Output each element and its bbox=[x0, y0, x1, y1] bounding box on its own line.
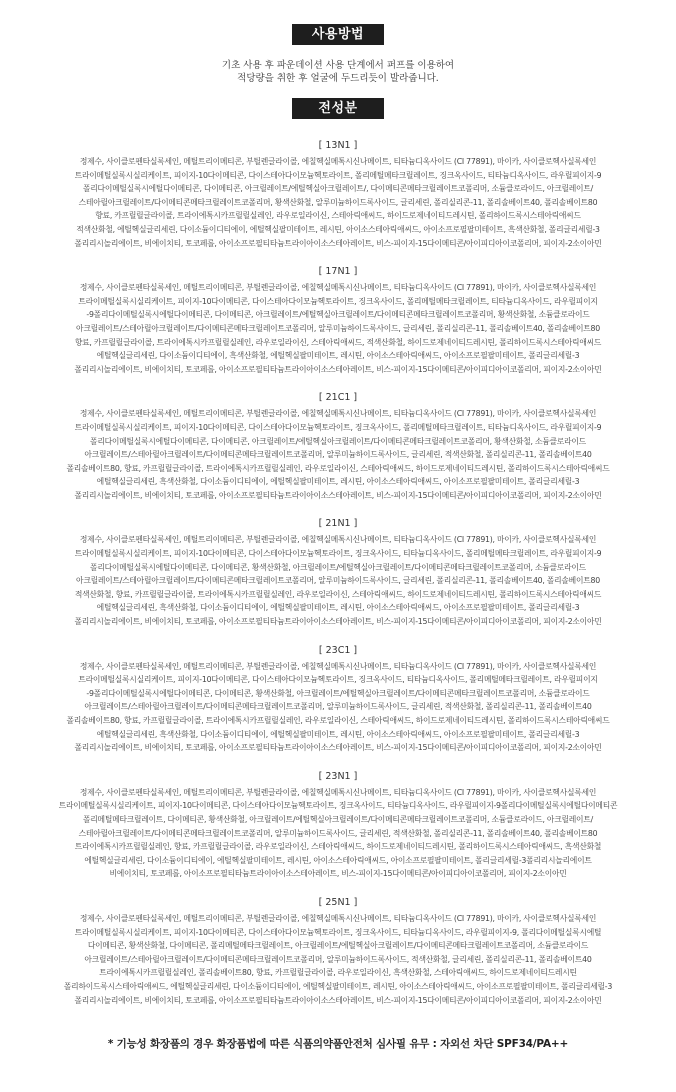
ingredient-line: 트라이메틸실록시실리케이트, 피이지-10다이메티콘, 다이스테아다이모늄헥토라이트, 징크옥사이드, 티타늄디옥사이드, 폴리메틸메타크릴레이트, 라우릴피이지-9 bbox=[74, 549, 602, 559]
usage-description: 기초 사용 후 파운데이션 사용 단계에서 퍼프를 이용하여 적당량을 취한 후 얼굴에 두드리듯이 발라줍니다. bbox=[221, 60, 455, 84]
ingredient-line: 에틸헥실글리세린, 다이소듐이디티에이, 에틸헥실팔미테이트, 레시틴, 아이소스테아릭애씨드, 아이소프로필팔미테이트, 폴리글리세릴-3폴리리시놀리에이트 bbox=[84, 855, 592, 865]
ingredient-line: 에틸헥실글리세린, 흑색산화철, 다이소듐이디티에이, 에틸헥실팔미테이트, 레시틴, 아이소스테아릭애씨드, 아이소프로필팔미테이트, 폴리글리세릴-3 bbox=[96, 477, 580, 487]
ingredient-line: 정제수, 사이클로펜타실록세인, 메틸트리이메티콘, 부틸렌글라이콜, 에칠헥실메톡시신나메이트, 티타늄디옥사이드 (CI 77891), 마이카, 사이클로헥사실록세인 bbox=[79, 283, 597, 293]
functional-cosmetic-footnote: * 기능성 화장품의 경우 화장품법에 따른 식품의약품안전처 심사필 유무 : 자외선 차단 SPF34/PA++ bbox=[107, 1038, 569, 1050]
ingredient-line: 폴리리시놀리에이트, 비에이치티, 토코페롤, 아이소프로필티타늄트라이아이소스테아레이트, 비스-피이지-15다이메티콘/아이피디아이코폴리머, 피이지-2소이아민 bbox=[74, 364, 602, 374]
ingredients-title-badge: 전성분 bbox=[292, 98, 384, 119]
ingredient-line: 폴리솔베이트80, 향료, 카프릴릴글라이콜, 트라이에톡시카프릴릴실레인, 라우로일라이신, 스테아릭애씨드, 하이드로제네이티드레시틴, 폴리하이드록시스테아릭애씨드 bbox=[66, 716, 610, 725]
shade-title: [ 17N1 ] bbox=[318, 266, 358, 278]
shade-title: [ 21N1 ] bbox=[318, 518, 358, 530]
ingredient-section bbox=[0, 770, 676, 881]
ingredient-line: 에틸헥실글리세린, 흑색산화철, 다이소듐이디티에이, 에틸헥실팔미테이트, 레시틴, 아이소스테아릭애씨드, 아이소프로필팔미테이트, 폴리글리세릴-3 bbox=[96, 603, 580, 613]
ingredient-line: 폴리리시놀리에이트, 비에이치티, 토코페롤, 아이소프로필티타늄트라이아이소스테아레이트, 비스-피이지-15다이메티콘/아이피디아이코폴리머, 피이지-2소이아민 bbox=[74, 490, 602, 500]
ingredient-line: -9폴리다이메틸실록시에틸다이메티콘, 다이메티콘, 아크릴레이트/에틸헥실아크릴레이트/다이메티콘메타크릴레이트코폴리머, 황색산화철, 소듐클로라이드 bbox=[86, 310, 590, 320]
ingredient-line: 에틸헥실글리세린, 다이소듐이디티에이, 흑색산화철, 에틸헥실팔미테이트, 레시틴, 아이소스테아릭애씨드, 아이소프로필팔미테이트, 폴리글리세릴-3 bbox=[96, 351, 580, 361]
usage-title-badge: 사용방법 bbox=[292, 24, 384, 45]
ingredient-line: 폴리솔베이트80, 향료, 카프릴릴글라이콜, 트라이에톡시카프릴릴실레인, 라우로일라이신, 스테아릭애씨드, 하이드로제네이티드레시틴, 폴리하이드록시스테아릭애씨드 bbox=[66, 463, 610, 473]
ingredient-line: 다이메티콘, 황색산화철, 다이메티콘, 폴리메틸메타크릴레이트, 아크릴레이트/에틸헥실아크릴레이트/다이메티콘메타크릴레이트코폴리머, 소듐클로라이드 bbox=[87, 941, 589, 951]
ingredient-line: 폴리다이메틸실록시에틸다이메티콘, 다이메티콘, 황색산화철, 아크릴레이트/에틸헥실아크릴레이트/다이메티콘메타크릴레이트코폴리머, 소듐클로라이드 bbox=[90, 562, 586, 572]
ingredient-line: 에틸헥실글리세린, 흑색산화철, 다이소듐이디티에이, 에틸헥실팔미테이트, 레시틴, 아이소스테아릭애씨드, 아이소프로필팔미테이트, 폴리글리세릴-3 bbox=[96, 729, 580, 739]
ingredient-section bbox=[0, 517, 676, 628]
ingredient-line: 폴리하이드록시스테아릭애씨드, 에틸헥실글리세린, 다이소듐이디티에이, 에틸헥실팔미테이트, 레시틴, 아이소스테아릭애씨드, 아이소프로필팔미테이트, 폴리글리세릴-3 bbox=[63, 981, 613, 991]
ingredient-line: 트라이메틸실록시실리케이트, 피이지-10다이메티콘, 다이스테아다이모늄헥토라이트, 징크옥사이드, 폴리메틸메타크릴레이트, 티타늄디옥사이드, 라우릴피이지 bbox=[78, 296, 598, 306]
ingredient-line: 비에이치티, 토코페롤, 아이소프로필티타늄트라이아이소스테아레이트, 비스-피이지-15다이메티콘/아이피디아이코폴리머, 피이지-2소이아민 bbox=[109, 869, 567, 879]
ingredient-line: 정제수, 사이클로펜타실록세인, 메틸트리이메티콘, 부틸렌글라이콜, 에칠헥실메톡시신나메이트, 티타늄디옥사이드 (CI 77891), 마이카, 사이클로헥사실록세인 bbox=[79, 535, 597, 545]
ingredient-line: 정제수, 사이클로펜타실록세인, 메틸트리이메티콘, 부틸렌글라이콜, 에칠헥실메톡시신나메이트, 티타늄디옥사이드 (CI 77891), 마이카, 사이클로헥사실록세인 bbox=[79, 913, 597, 923]
ingredient-line: 아크릴레이트/스테아릴아크릴레이트/다이메티콘메타크릴레이트코폴리머, 알루미늄하이드록사이드, 글리세린, 폴리실리콘-11, 폴리솔베이트40, 폴리솔베이트80 bbox=[76, 323, 600, 333]
ingredient-line: 정제수, 사이클로펜타실록세인, 메틸트리이메티콘, 부틸렌글라이콜, 에칠헥실메톡시신나메이트, 티타늄디옥사이드 (CI 77891), 마이카, 사이클로헥사실록세인 bbox=[79, 661, 597, 671]
ingredient-line: 폴리리시놀리에이트, 비에이치티, 토코페롤, 아이소프로필티타늄트라이아이소스테아레이트, 비스-피이지-15다이메티콘/아이피디아이코폴리머, 피이지-2소이아민 bbox=[74, 995, 602, 1005]
shade-title: [ 23N1 ] bbox=[318, 770, 358, 782]
ingredient-line: 아크릴레이트/스테아릴아크릴레이트/다이메티콘메타크릴레이트코폴리머, 알루미늄하이드록사이드, 글리세린, 적색산화철, 폴리실리콘-11, 폴리솔베이트40 bbox=[84, 450, 592, 460]
ingredient-section bbox=[0, 896, 676, 1007]
ingredient-line: 스테아릴아크릴레이트/다이메티콘메타크릴레이트코폴리머, 알루미늄하이드록사이드, 글리세린, 적색산화철, 폴리실리콘-11, 폴리솔베이트40, 폴리솔베이트80 bbox=[78, 828, 598, 838]
ingredient-line: 트라이메틸실록시실리케이트, 피이지-10다이메티콘, 다이스테아다이모늄헥토라이트, 징크옥사이드, 폴리메틸메타크릴레이트, 티타늄디옥사이드, 라우릴피이지-9 bbox=[74, 422, 602, 432]
ingredient-line: 아크릴레이트/스테아릴아크릴레이트/다이메티콘메타크릴레이트코폴리머, 알루미늄하이드록사이드, 적색산화철, 글리세린, 폴리실리콘-11, 폴리솔베이트40 bbox=[84, 954, 592, 964]
ingredient-section bbox=[0, 391, 676, 502]
ingredient-line: 폴리리시놀리에이트, 비에이치티, 토코페롤, 아이소프로필티타늄트라이아이소스테아레이트, 비스-피이지-15다이메티콘/아이피디아이코폴리머, 피이지-2소이아민 bbox=[74, 743, 602, 753]
ingredient-section bbox=[0, 644, 676, 755]
ingredients-sections bbox=[0, 139, 676, 1007]
ingredient-line: 정제수, 사이클로펜타실록세인, 메틸트리이메티콘, 부틸렌글라이콜, 에칠헥실메톡시신나메이트, 티타늄디옥사이드 (CI 77891), 마이카, 사이클로헥사실록세인 bbox=[79, 157, 597, 166]
page bbox=[0, 24, 676, 1050]
ingredient-line: 트라이에톡시카프릴릴실레인, 향료, 카프릴릴글라이콜, 라우로일라이신, 스테아릭애씨드, 하이드로제네이티드레시틴, 폴리하이드록시스테아릭애씨드, 흑색산화철 bbox=[74, 842, 602, 852]
ingredient-line: 아크릴레이트/스테아릴아크릴레이트/다이메티콘메타크릴레이트코폴리머, 알루미늄하이드록사이드, 글리세린, 폴리실리콘-11, 폴리솔베이트40, 폴리솔베이트80 bbox=[76, 576, 600, 586]
shade-title: [ 21C1 ] bbox=[318, 392, 358, 404]
shade-title: [ 25N1 ] bbox=[318, 896, 358, 908]
ingredient-line: 아크릴레이트/스테아릴아크릴레이트/다이메티콘메타크릴레이트코폴리머, 알루미늄하이드록사이드, 글리세린, 적색산화철, 폴리실리콘-11, 폴리솔베이트40 bbox=[84, 702, 592, 712]
ingredient-line: 적색산화철, 향료, 카프릴릴글라이콜, 트라이에톡시카프릴릴실레인, 라우로일라이신, 스테아릭애씨드, 하이드로제네이티드레시틴, 폴리하이드록시스테아릭애씨드 bbox=[74, 589, 602, 599]
ingredient-line: 폴리리시놀리에이트, 비에이치티, 토코페롤, 아이소프로필티타늄트라이아이소스테아레이트, 비스-피이지-15다이메티콘/아이피디아이코폴리머, 피이지-2소이아민 bbox=[74, 617, 602, 627]
ingredient-line: 트라이에톡시카프릴릴실레인, 폴리솔베이트80, 향료, 카프릴릴글라이콜, 라우로일라이신, 흑색산화철, 스테아릭애씨드, 하이드로제네이티드레시틴 bbox=[99, 968, 577, 978]
ingredient-line: 트라이메틸실록시실리케이트, 피이지-10다이메티콘, 다이스테아다이모늄헥토라이트, 징크옥사이드, 티타늄디옥사이드, 라우릴피이지-9폴리다이메틸실록시에틸다이메티콘 bbox=[58, 801, 618, 811]
ingredient-section bbox=[0, 265, 676, 376]
ingredient-line: 정제수, 사이클로펜타실록세인, 메틸트리이메티콘, 부틸렌글라이콜, 에칠헥실메톡시신나메이트, 티타늄디옥사이드 (CI 77891), 마이카, 사이클로헥사실록세인 bbox=[79, 787, 597, 797]
ingredient-line: 폴리리시놀리에이트, 비에이치티, 토코페롤, 아이소프로필티타늄트라이아이소스테아레이트, 비스-피이지-15다이메티콘/아이피디아이코폴리머, 피이지-2소이아민 bbox=[74, 238, 602, 248]
ingredient-line: 향료, 카프릴릴글라이콜, 트라이에톡시카프릴릴실레인, 라우로일라이신, 스테아릭애씨드, 하이드로제네이티드레시틴, 폴리하이드록시스테아릭애씨드 bbox=[95, 211, 581, 221]
ingredient-line: 폴리다이메틸실록시에틸다이메티콘, 다이메티콘, 아크릴레이트/에틸헥실아크릴레이트/다이메티콘메타크릴레이트코폴리머, 황색산화철, 소듐클로라이드 bbox=[90, 436, 586, 446]
ingredient-line: 폴리메틸메타크릴레이트, 다이메티콘, 황색산화철, 아크릴레이트/에틸헥실아크릴레이트/다이메티콘메타크릴레이트코폴리머, 소듐클로라이드, 아크릴레이트/ bbox=[82, 814, 593, 824]
ingredient-line: 정제수, 사이클로펜타실록세인, 메틸트리이메티콘, 부틸렌글라이콜, 에칠헥실메톡시신나메이트, 티타늄디옥사이드 (CI 77891), 마이카, 사이클로헥사실록세인 bbox=[79, 409, 597, 419]
ingredient-line: 트라이메틸실록시실리케이트, 피이지-10다이메티콘, 다이스테아다이모늄헥토라이트, 폴리메틸메타크릴레이트, 징크옥사이드, 티타늄디옥사이드, 라우릴피이지-9 bbox=[74, 170, 602, 180]
shade-title: [ 23C1 ] bbox=[318, 644, 358, 656]
ingredient-line: 향료, 카프릴릴글라이콜, 트라이에톡시카프릴릴실레인, 라우로일라이신, 스테아릭애씨드, 적색산화철, 하이드로제네이티드레시틴, 폴리하이드록시스테아릭애씨드 bbox=[74, 337, 602, 347]
ingredient-line: -9폴리다이메틸실록시에틸다이메티콘, 다이메티콘, 황색산화철, 아크릴레이트/에틸헥실아크릴레이트/다이메티콘메타크릴레이트코폴리머, 소듐클로라이드 bbox=[86, 688, 590, 698]
ingredient-line: 트라이메틸실록시실리케이트, 피이지-10다이메티콘, 다이스테아다이모늄헥토라이트, 징크옥사이드, 티타늄디옥사이드, 라우릴피이지-9, 폴리다이메틸실록시에틸 bbox=[74, 927, 602, 937]
ingredient-section bbox=[0, 139, 676, 250]
ingredient-line: 폴리다이메틸실록시에틸다이메티콘, 다이메티콘, 아크릴레이트/에틸헥실아크릴레이트/, 다이메티콘메타크릴레이트코폴리머, 소듐클로라이드, 아크릴레이트/ bbox=[82, 184, 593, 194]
ingredient-line: 적색산화철, 에틸헥실글리세린, 다이소듐이디티에이, 에틸헥실팔미테이트, 레시틴, 아이소스테아릭애씨드, 아이소프로필팔미테이트, 흑색산화철, 폴리글리세릴-3 bbox=[76, 224, 600, 234]
ingredient-line: 스테아릴아크릴레이트/다이메티콘메타크릴레이트코폴리머, 황색산화철, 알루미늄하이드록사이드, 글리세린, 폴리실리콘-11, 폴리솔베이트40, 폴리솔베이트80 bbox=[78, 197, 598, 207]
ingredient-line: 트라이메틸실록시실리케이트, 피이지-10다이메티콘, 다이스테아다이모늄헥토라이트, 징크옥사이드, 티타늄디옥사이드, 폴리메틸메타크릴레이트, 라우릴피이지 bbox=[78, 675, 598, 685]
shade-title: [ 13N1 ] bbox=[318, 140, 358, 151]
